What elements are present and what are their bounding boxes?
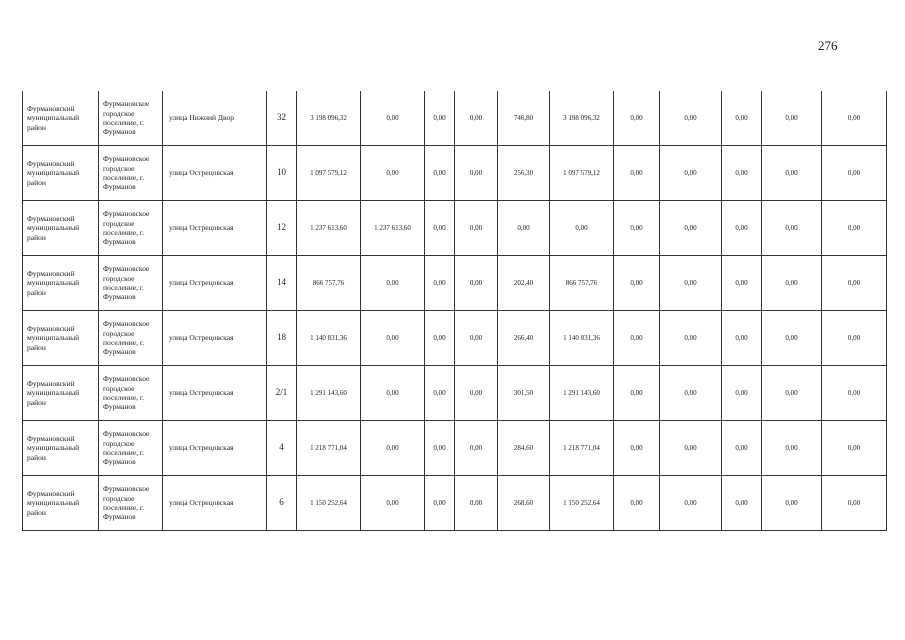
value-cell: 0,00	[455, 421, 498, 476]
value-cell: 0,00	[361, 256, 425, 311]
value-cell: 0,00	[762, 421, 822, 476]
value-cell: 0,00	[822, 476, 887, 531]
value-cell: 0,00	[822, 256, 887, 311]
value-cell: 0,00	[762, 256, 822, 311]
value-cell: 0,00	[762, 476, 822, 531]
value-cell: 0,00	[425, 366, 455, 421]
district-cell: Фурмановский муниципальный район	[23, 201, 99, 256]
value-cell: 0,00	[722, 366, 762, 421]
house-number-cell: 18	[267, 311, 297, 366]
value-cell: 0,00	[822, 91, 887, 146]
table-row	[23, 146, 887, 201]
value-cell: 0,00	[822, 311, 887, 366]
value-cell: 3 198 096,32	[550, 91, 614, 146]
value-cell: 1 218 771,04	[550, 421, 614, 476]
house-number-cell: 12	[267, 201, 297, 256]
value-cell: 0,00	[660, 201, 722, 256]
table-row	[23, 366, 887, 421]
district-cell: Фурмановский муниципальный район	[23, 366, 99, 421]
district-cell: Фурмановский муниципальный район	[23, 421, 99, 476]
value-cell: 0,00	[660, 366, 722, 421]
value-cell: 0,00	[455, 311, 498, 366]
value-cell: 0,00	[822, 421, 887, 476]
settlement-cell: Фурмановское городское поселение, г. Фурманов	[99, 146, 163, 201]
value-cell: 0,00	[722, 476, 762, 531]
value-cell: 0,00	[722, 201, 762, 256]
district-cell: Фурмановский муниципальный район	[23, 256, 99, 311]
district-cell: Фурмановский муниципальный район	[23, 476, 99, 531]
value-cell: 1 291 143,60	[297, 366, 361, 421]
settlement-cell: Фурмановское городское поселение, г. Фурманов	[99, 201, 163, 256]
value-cell: 1 140 831,36	[297, 311, 361, 366]
value-cell: 3 198 096,32	[297, 91, 361, 146]
value-cell: 0,00	[722, 421, 762, 476]
settlement-cell: Фурмановское городское поселение, г. Фурманов	[99, 256, 163, 311]
value-cell: 0,00	[660, 146, 722, 201]
value-cell: 1 218 771,04	[297, 421, 361, 476]
table-row	[23, 311, 887, 366]
value-cell: 0,00	[455, 201, 498, 256]
table-body	[23, 91, 887, 531]
value-cell: 0,00	[425, 146, 455, 201]
page-number: 276	[818, 38, 838, 53]
value-cell: 268,60	[498, 476, 550, 531]
value-cell: 0,00	[762, 311, 822, 366]
value-cell: 0,00	[822, 366, 887, 421]
street-cell: улица Острецовская	[163, 201, 267, 256]
value-cell: 0,00	[722, 256, 762, 311]
table-row	[23, 91, 887, 146]
settlement-cell: Фурмановское городское поселение, г. Фурманов	[99, 476, 163, 531]
house-number-cell: 2/1	[267, 366, 297, 421]
value-cell: 0,00	[455, 91, 498, 146]
value-cell: 0,00	[614, 421, 660, 476]
value-cell: 1 140 831,36	[550, 311, 614, 366]
street-cell: улица Острецовская	[163, 366, 267, 421]
district-cell: Фурмановский муниципальный район	[23, 146, 99, 201]
value-cell: 866 757,76	[297, 256, 361, 311]
value-cell: 0,00	[455, 146, 498, 201]
value-cell: 0,00	[614, 146, 660, 201]
value-cell: 0,00	[660, 311, 722, 366]
value-cell: 0,00	[614, 366, 660, 421]
value-cell: 284,60	[498, 421, 550, 476]
value-cell: 866 757,76	[550, 256, 614, 311]
value-cell: 1 237 613,60	[361, 201, 425, 256]
house-number-cell: 6	[267, 476, 297, 531]
value-cell: 0,00	[660, 421, 722, 476]
value-cell: 1 291 143,60	[550, 366, 614, 421]
value-cell: 0,00	[660, 256, 722, 311]
value-cell: 0,00	[722, 91, 762, 146]
value-cell: 256,30	[498, 146, 550, 201]
street-cell: улица Нижний Двор	[163, 91, 267, 146]
settlement-cell: Фурмановское городское поселение, г. Фурманов	[99, 311, 163, 366]
data-table	[22, 91, 887, 531]
street-cell: улица Острецовская	[163, 256, 267, 311]
value-cell: 0,00	[614, 311, 660, 366]
district-cell: Фурмановский муниципальный район	[23, 91, 99, 146]
value-cell: 1 150 252,64	[297, 476, 361, 531]
settlement-cell: Фурмановское городское поселение, г. Фурманов	[99, 91, 163, 146]
value-cell: 266,40	[498, 311, 550, 366]
value-cell: 0,00	[660, 91, 722, 146]
value-cell: 0,00	[550, 201, 614, 256]
value-cell: 0,00	[498, 201, 550, 256]
value-cell: 0,00	[762, 146, 822, 201]
value-cell: 0,00	[762, 201, 822, 256]
value-cell: 1 237 613,60	[297, 201, 361, 256]
value-cell: 0,00	[722, 146, 762, 201]
value-cell: 1 097 579,12	[550, 146, 614, 201]
value-cell: 0,00	[722, 311, 762, 366]
value-cell: 0,00	[361, 366, 425, 421]
value-cell: 0,00	[361, 421, 425, 476]
table-row	[23, 256, 887, 311]
value-cell: 1 150 252,64	[550, 476, 614, 531]
street-cell: улица Острецовская	[163, 476, 267, 531]
value-cell: 1 097 579,12	[297, 146, 361, 201]
value-cell: 0,00	[455, 366, 498, 421]
value-cell: 0,00	[455, 476, 498, 531]
house-number-cell: 4	[267, 421, 297, 476]
value-cell: 0,00	[614, 476, 660, 531]
value-cell: 0,00	[762, 366, 822, 421]
house-number-cell: 10	[267, 146, 297, 201]
value-cell: 0,00	[361, 476, 425, 531]
value-cell: 0,00	[614, 256, 660, 311]
value-cell: 202,40	[498, 256, 550, 311]
value-cell: 0,00	[614, 201, 660, 256]
value-cell: 0,00	[361, 311, 425, 366]
value-cell: 0,00	[425, 201, 455, 256]
street-cell: улица Острецовская	[163, 146, 267, 201]
value-cell: 0,00	[822, 146, 887, 201]
value-cell: 0,00	[425, 421, 455, 476]
value-cell: 301,50	[498, 366, 550, 421]
value-cell: 0,00	[425, 311, 455, 366]
value-cell: 0,00	[762, 91, 822, 146]
value-cell: 746,80	[498, 91, 550, 146]
value-cell: 0,00	[361, 91, 425, 146]
table-row	[23, 421, 887, 476]
district-cell: Фурмановский муниципальный район	[23, 311, 99, 366]
street-cell: улица Острецовская	[163, 311, 267, 366]
table-row	[23, 476, 887, 531]
settlement-cell: Фурмановское городское поселение, г. Фурманов	[99, 421, 163, 476]
house-number-cell: 14	[267, 256, 297, 311]
value-cell: 0,00	[455, 256, 498, 311]
value-cell: 0,00	[660, 476, 722, 531]
value-cell: 0,00	[425, 91, 455, 146]
value-cell: 0,00	[425, 256, 455, 311]
street-cell: улица Острецовская	[163, 421, 267, 476]
value-cell: 0,00	[822, 201, 887, 256]
value-cell: 0,00	[614, 91, 660, 146]
house-number-cell: 32	[267, 91, 297, 146]
table-row	[23, 201, 887, 256]
settlement-cell: Фурмановское городское поселение, г. Фурманов	[99, 366, 163, 421]
value-cell: 0,00	[361, 146, 425, 201]
value-cell: 0,00	[425, 476, 455, 531]
